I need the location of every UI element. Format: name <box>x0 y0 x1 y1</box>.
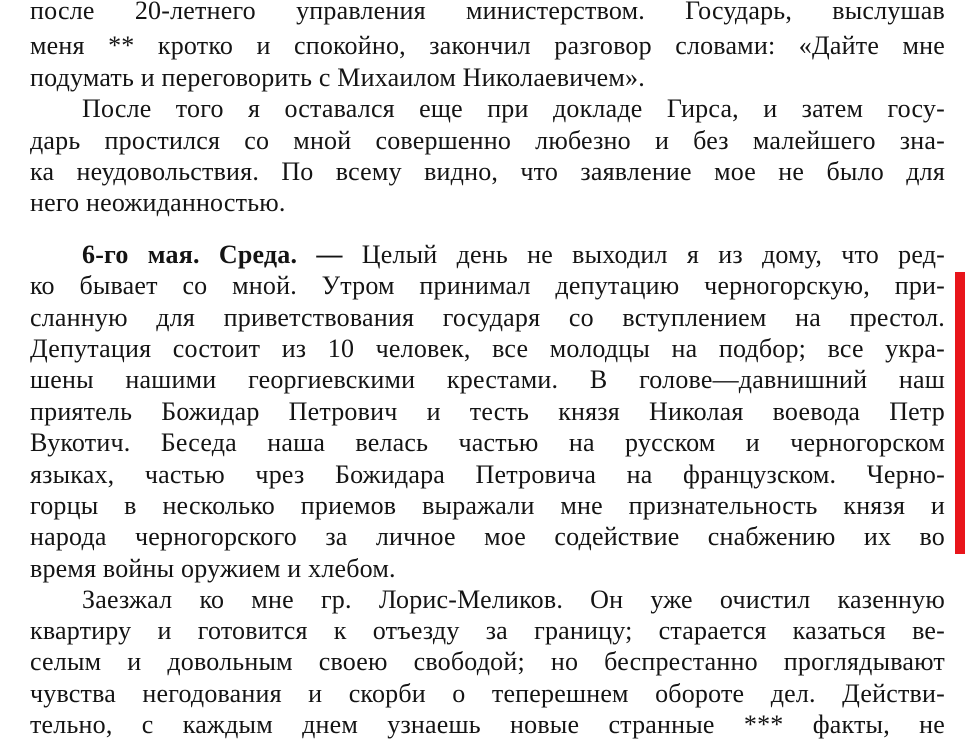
text-line: приятель Божидар Петрович и тесть князя Николая воевода Петр <box>30 397 945 426</box>
margin-marker <box>955 272 965 554</box>
text-line: Заезжал ко мне гр. Лорис-Меликов. Он уже очистил казенную <box>82 585 945 614</box>
text-line: тельно, с каждым днем узнаешь новые странные *** факты, не <box>30 710 945 739</box>
diary-entry-first-line <box>82 238 945 272</box>
text-line: ка неудовольствия. По всему видно, что заявление мое не было для <box>30 157 945 186</box>
text-line: сланную для приветствования государя со вступлением на престол. <box>30 303 945 332</box>
text-line: ко бывает со мной. Утром принимал депутацию черногорскую, при- <box>30 271 945 300</box>
text-line: горцы в несколько приемов выражали мне признательность князя и <box>30 491 945 520</box>
text-line: Депутация состоит из 10 человек, все молодцы на подбор; все укра- <box>30 334 945 363</box>
text-line: подумать и переговорить с Михаилом Николаевичем». <box>30 63 645 92</box>
text-line: чувства негодования и скорби о теперешнем обороте дел. Действи- <box>30 679 945 708</box>
text-line: селым и довольным своею свободой; но беспрестанно проглядывают <box>30 647 945 676</box>
text-line: меня ** кротко и спокойно, закончил разговор словами: «Дайте мне <box>30 31 945 60</box>
text-line: языках, частью чрез Божидара Петровича на французском. Черно- <box>30 460 945 489</box>
text-line: После того я оставался еще при докладе Гирса, и затем госу- <box>82 94 945 123</box>
text-line: народа черногорского за личное мое содействие снабжению их во <box>30 522 945 551</box>
text-line: после 20-летнего управления министерством. Государь, выслушав <box>30 0 945 25</box>
diary-date-heading: 6-го мая. Среда. — <box>82 240 343 269</box>
text-span: Целый день не выходил я из дому, что ред- <box>342 240 945 269</box>
text-line: шены нашими георгиевскими крестами. В голове—давнишний наш <box>30 365 945 394</box>
text-line: время войны оружием и хлебом. <box>30 554 396 583</box>
text-line: Вукотич. Беседа наша велась частью на русском и черногорском <box>30 428 945 457</box>
text-line: него неожиданностью. <box>30 188 286 217</box>
text-line: квартиру и готовится к отъезду за границу; старается казаться ве- <box>30 616 945 645</box>
text-line: дарь простился со мной совершенно любезно и без малейшего зна- <box>30 126 945 155</box>
